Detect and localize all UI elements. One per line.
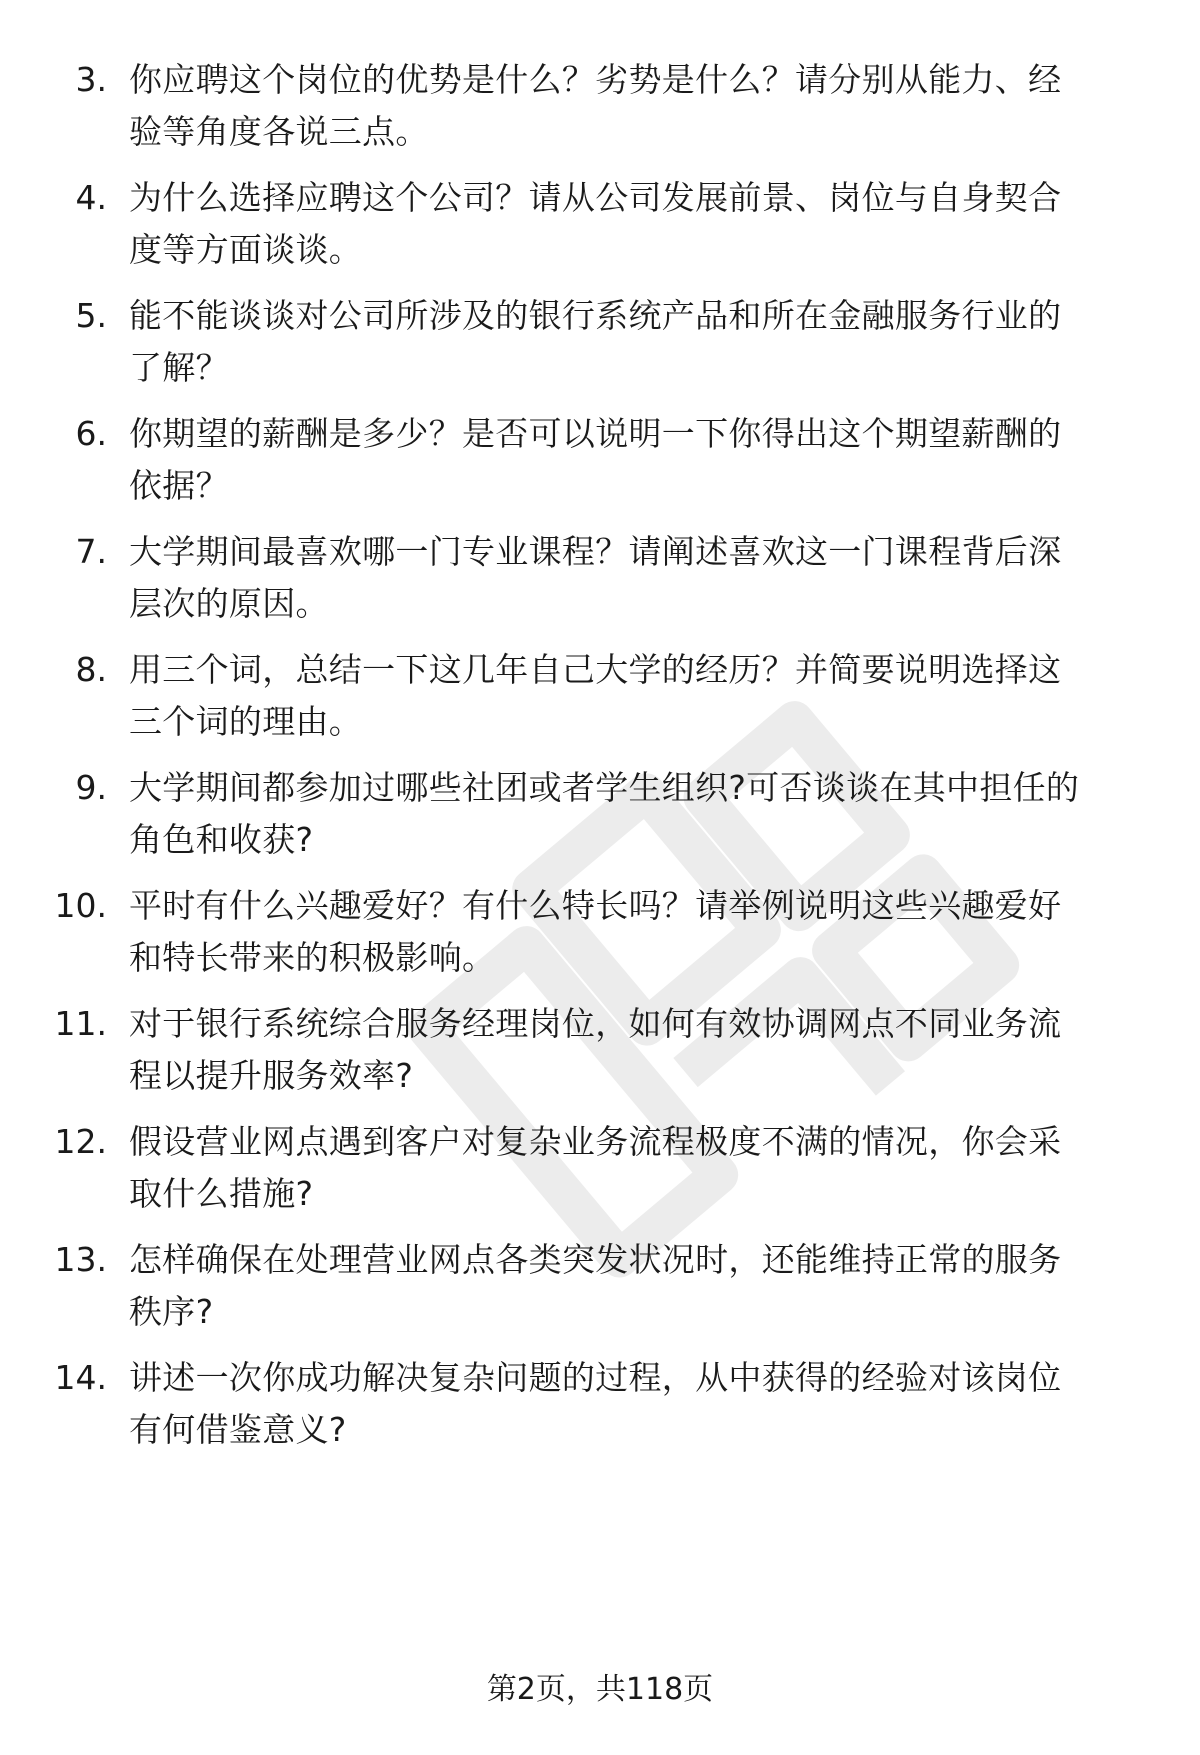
list-item: [0, 173, 1200, 293]
question-number: 13.: [54, 1240, 107, 1279]
page-footer: [0, 1668, 1200, 1712]
list-item: [0, 291, 1200, 411]
question-text-line: 讲述一次你成功解决复杂问题的过程，从中获得的经验对该岗位: [129, 1358, 1062, 1397]
question-number: 3.: [75, 60, 107, 99]
list-item: [0, 881, 1200, 1001]
question-text-line: 层次的原因。: [129, 584, 329, 623]
question-text-line: 能不能谈谈对公司所涉及的银行系统产品和所在金融服务行业的: [129, 296, 1062, 335]
question-text-line: 你期望的薪酬是多少？是否可以说明一下你得出这个期望薪酬的: [129, 414, 1062, 453]
list-item: [0, 763, 1200, 883]
question-text-line: 大学期间都参加过哪些社团或者学生组织?可否谈谈在其中担任的: [129, 768, 1080, 807]
question-text-line: 用三个词，总结一下这几年自己大学的经历？并简要说明选择这: [129, 650, 1062, 689]
question-number: 9.: [75, 768, 107, 807]
question-text-line: 有何借鉴意义?: [129, 1410, 347, 1449]
question-text-line: 秩序?: [129, 1292, 214, 1331]
question-text-line: 依据？: [129, 466, 229, 505]
question-text-line: 对于银行系统综合服务经理岗位，如何有效协调网点不同业务流: [129, 1004, 1062, 1043]
question-text-line: 程以提升服务效率?: [129, 1056, 414, 1095]
question-text-line: 假设营业网点遇到客户对复杂业务流程极度不满的情况，你会采: [129, 1122, 1062, 1161]
question-number: 14.: [54, 1358, 107, 1397]
list-item: [0, 1353, 1200, 1473]
question-text-line: 大学期间最喜欢哪一门专业课程？请阐述喜欢这一门课程背后深: [129, 532, 1062, 571]
list-item: [0, 527, 1200, 647]
question-text-line: 你应聘这个岗位的优势是什么？劣势是什么？请分别从能力、经: [129, 60, 1062, 99]
question-text-line: 度等方面谈谈。: [129, 230, 363, 269]
list-item: [0, 1235, 1200, 1355]
question-text-line: 平时有什么兴趣爱好？有什么特长吗？请举例说明这些兴趣爱好: [129, 886, 1062, 925]
list-item: [0, 55, 1200, 175]
question-number: 5.: [75, 296, 107, 335]
question-number: 11.: [54, 1004, 107, 1043]
question-number: 7.: [75, 532, 107, 571]
list-item: [0, 1117, 1200, 1237]
question-text-line: 取什么措施?: [129, 1174, 314, 1213]
question-number: 4.: [75, 178, 107, 217]
question-text-line: 三个词的理由。: [129, 702, 363, 741]
question-text-line: 和特长带来的积极影响。: [129, 938, 496, 977]
question-text-line: 角色和收获?: [129, 820, 314, 859]
question-text-line: 了解？: [129, 348, 229, 387]
question-number: 10.: [54, 886, 107, 925]
question-number: 12.: [54, 1122, 107, 1161]
question-text-line: 验等角度各说三点。: [129, 112, 429, 151]
list-item: [0, 999, 1200, 1119]
question-text-line: 为什么选择应聘这个公司？请从公司发展前景、岗位与自身契合: [129, 178, 1062, 217]
question-text-line: 怎样确保在处理营业网点各类突发状况时，还能维持正常的服务: [129, 1240, 1062, 1279]
list-item: [0, 409, 1200, 529]
question-number: 6.: [75, 414, 107, 453]
page-number-label: 第2页，共118页: [486, 1672, 714, 1707]
question-number: 8.: [75, 650, 107, 689]
list-item: [0, 645, 1200, 765]
